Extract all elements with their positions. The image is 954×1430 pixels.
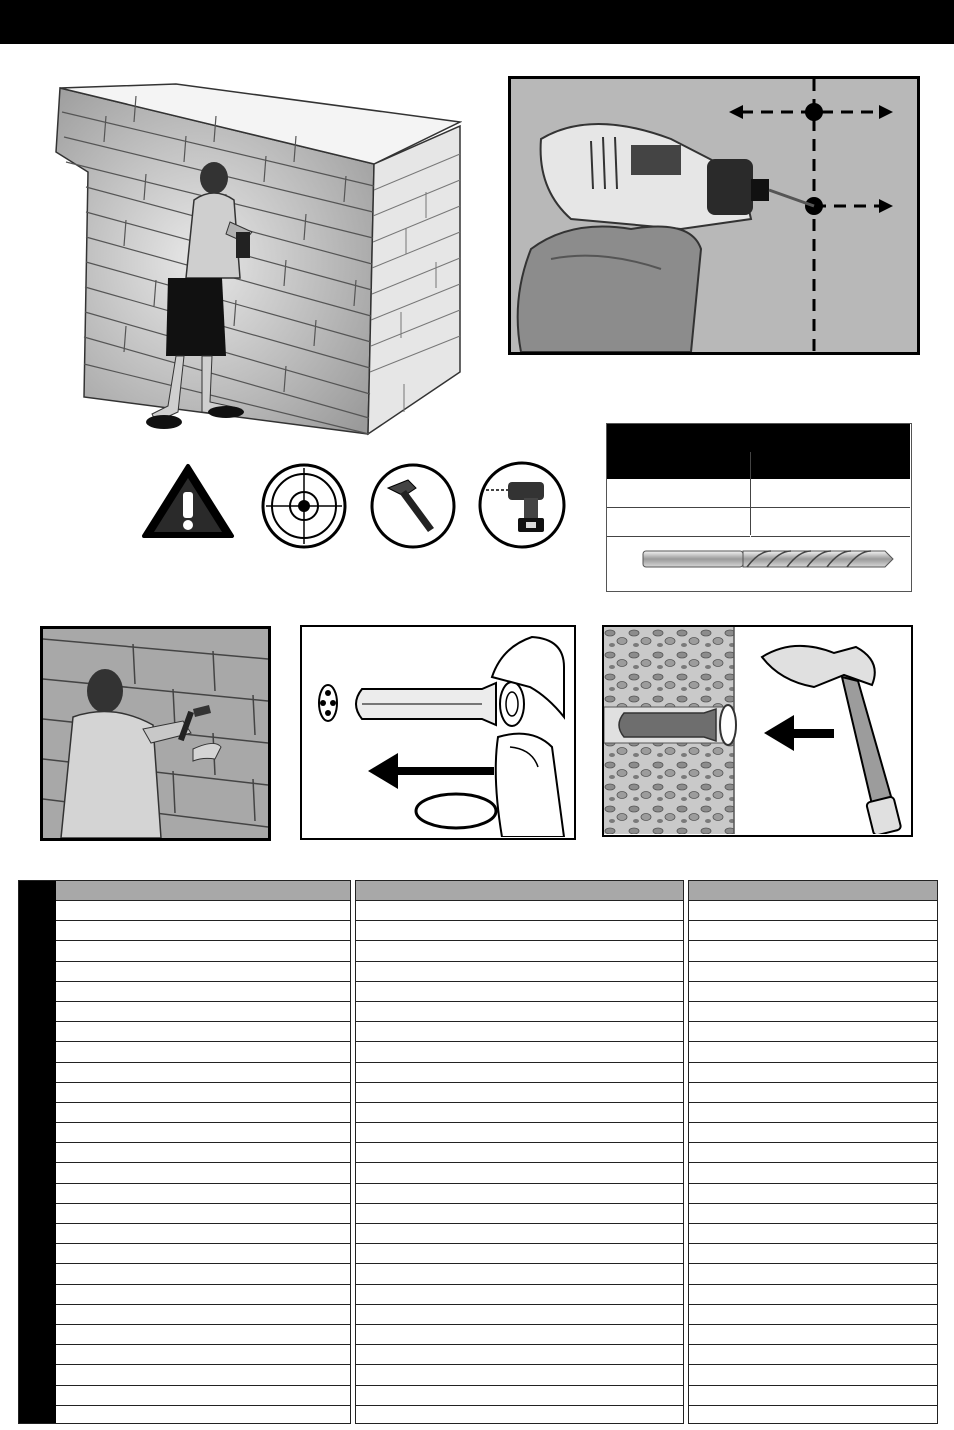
parts-list-row xyxy=(356,1204,683,1224)
parts-list-row xyxy=(56,1204,350,1224)
parts-list-row xyxy=(56,1264,350,1284)
parts-list-row xyxy=(56,1123,350,1143)
parts-list-row xyxy=(356,941,683,961)
drill-mark-top xyxy=(805,103,823,121)
target-crosshair-icon xyxy=(260,462,348,550)
parts-list-row xyxy=(356,901,683,921)
parts-list-row xyxy=(356,1042,683,1062)
parts-list-row xyxy=(689,1002,937,1022)
parts-list-row xyxy=(689,1083,937,1103)
parts-list-row xyxy=(56,1285,350,1305)
parts-list-row xyxy=(689,1325,937,1345)
drill-holes-diagram xyxy=(511,79,917,352)
insert-anchor-panel xyxy=(300,625,576,840)
parts-list-row xyxy=(56,1365,350,1385)
parts-list-row xyxy=(56,1163,350,1183)
parts-list-row xyxy=(56,1244,350,1264)
parts-list-row xyxy=(56,1305,350,1325)
parts-list-row xyxy=(689,982,937,1002)
parts-list-row xyxy=(356,1163,683,1183)
parts-list-row xyxy=(56,1386,350,1406)
parts-list-row xyxy=(689,1184,937,1204)
parts-list-row xyxy=(689,901,937,921)
parts-list-row xyxy=(356,1184,683,1204)
parts-number-strip xyxy=(19,881,56,1423)
drill-bit-icon xyxy=(607,537,910,591)
parts-list-row xyxy=(689,1123,937,1143)
parts-list-row xyxy=(356,1063,683,1083)
parts-list-row xyxy=(356,1345,683,1365)
header-bar xyxy=(0,0,954,44)
parts-list-row xyxy=(356,1325,683,1345)
parts-list-row xyxy=(56,962,350,982)
parts-list-row xyxy=(56,1406,350,1426)
parts-list-row xyxy=(56,901,350,921)
parts-list-row xyxy=(56,1083,350,1103)
parts-list-row xyxy=(689,1406,937,1426)
parts-list-row xyxy=(356,1285,683,1305)
parts-list-column-a xyxy=(18,880,351,1424)
parts-list-header-b xyxy=(356,881,683,901)
drill-marking-panel xyxy=(508,76,920,355)
bit-table-cell xyxy=(751,479,910,508)
parts-list-row xyxy=(356,921,683,941)
bit-table-title xyxy=(607,424,910,452)
parts-list-row xyxy=(356,1022,683,1042)
bit-table-col-2-header xyxy=(751,452,910,479)
step-photo-panel xyxy=(40,626,271,841)
parts-list-row xyxy=(689,1143,937,1163)
warning-triangle-icon xyxy=(140,462,236,540)
parts-list-row xyxy=(56,1063,350,1083)
bit-table-cell xyxy=(751,508,910,537)
parts-list-row xyxy=(356,1123,683,1143)
parts-list-row xyxy=(56,1325,350,1345)
hammer-anchor-diagram xyxy=(604,627,910,834)
parts-list-row xyxy=(689,941,937,961)
person-hammering-illustration xyxy=(43,629,268,838)
parts-list-row xyxy=(56,1224,350,1244)
parts-list-row xyxy=(689,1345,937,1365)
parts-list-row xyxy=(56,1042,350,1062)
parts-list-row xyxy=(356,982,683,1002)
parts-list-row xyxy=(56,982,350,1002)
parts-list-row xyxy=(356,1002,683,1022)
parts-list-row xyxy=(356,1244,683,1264)
parts-list-column-b xyxy=(355,880,684,1424)
parts-list-row xyxy=(56,1345,350,1365)
parts-list-row xyxy=(689,1285,937,1305)
parts-list-row xyxy=(56,1184,350,1204)
parts-list-row xyxy=(689,1224,937,1244)
parts-list-row xyxy=(689,1204,937,1224)
parts-list-row xyxy=(689,1063,937,1083)
bit-table-cell xyxy=(607,508,750,537)
parts-list-row xyxy=(56,921,350,941)
parts-list-row xyxy=(56,1143,350,1163)
wall-installation-illustration xyxy=(26,82,462,456)
parts-list-row xyxy=(689,1365,937,1385)
parts-list-row xyxy=(689,1163,937,1183)
bit-table-col-1-header xyxy=(607,452,750,479)
anchor-insertion-diagram xyxy=(302,627,573,837)
bit-table-cell xyxy=(607,479,750,508)
parts-list-column-c xyxy=(688,880,938,1424)
parts-list-row xyxy=(56,941,350,961)
parts-list-header-a xyxy=(56,881,350,901)
parts-list-row xyxy=(356,1406,683,1426)
parts-list-row xyxy=(356,962,683,982)
parts-list-row xyxy=(56,1022,350,1042)
parts-list-row xyxy=(356,1264,683,1284)
parts-list-row xyxy=(56,1002,350,1022)
parts-list-row xyxy=(689,921,937,941)
parts-list-row xyxy=(356,1083,683,1103)
hammer-icon xyxy=(368,462,458,550)
parts-list-row xyxy=(689,1264,937,1284)
parts-list-row xyxy=(689,1244,937,1264)
parts-list-header-c xyxy=(689,881,937,901)
parts-list-row xyxy=(689,1305,937,1325)
drill-bit-spec-table xyxy=(606,423,912,592)
parts-list-row xyxy=(356,1365,683,1385)
parts-list-row xyxy=(689,1042,937,1062)
parts-list-row xyxy=(356,1143,683,1163)
parts-list-row xyxy=(689,1022,937,1042)
hammer-anchor-panel xyxy=(602,625,913,837)
parts-list-row xyxy=(689,1103,937,1123)
parts-list-row xyxy=(689,1386,937,1406)
parts-list-row xyxy=(56,1103,350,1123)
cordless-drill-icon xyxy=(476,460,568,550)
parts-list-row xyxy=(356,1305,683,1325)
parts-list-row xyxy=(356,1386,683,1406)
parts-list-row xyxy=(356,1103,683,1123)
parts-list-row xyxy=(689,962,937,982)
parts-list-row xyxy=(356,1224,683,1244)
